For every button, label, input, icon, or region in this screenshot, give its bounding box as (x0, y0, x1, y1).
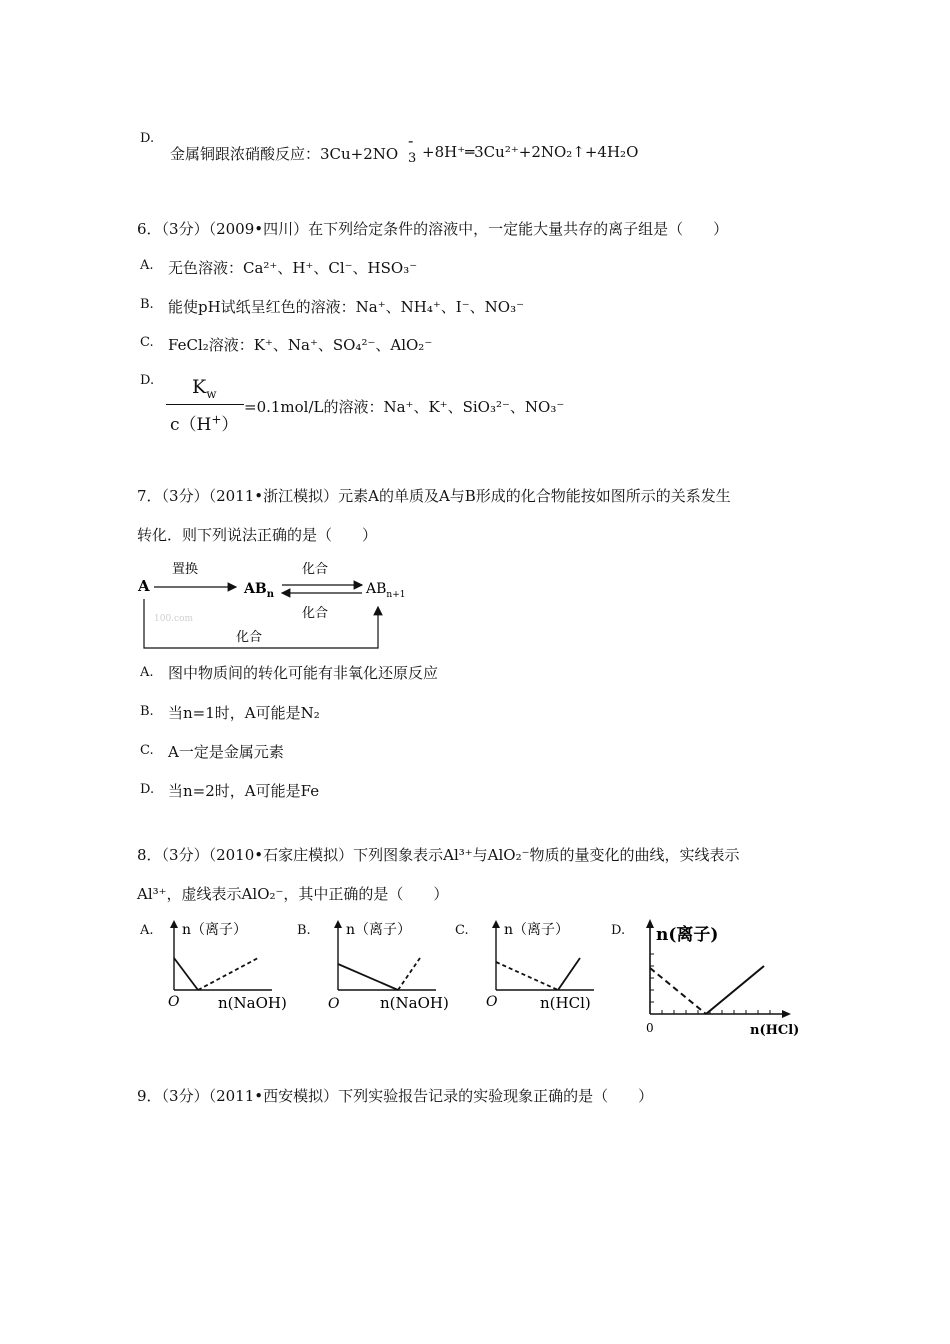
q8-graph-b-origin: O (328, 996, 340, 1012)
q6-fraction-bar (166, 404, 244, 405)
q8-graph-a-xlabel: n(NaOH) (218, 994, 287, 1012)
q5-option-d-rest: +8H⁺═3Cu²⁺+2NO₂↑+4H₂O (422, 143, 639, 161)
q8-graph-d-x-arrow (782, 1010, 791, 1018)
q7-node-abn1: $AB_{n+1}$ (366, 581, 406, 600)
q7-edge-combine-loop-label: 化合 (236, 630, 263, 645)
q8-graph-c-origin: O (486, 994, 498, 1010)
q7-edge-combine-bottom-label: 化合 (302, 606, 329, 621)
q6-option-a-text: 无色溶液：Ca²⁺、H⁺、Cl⁻、HSO₃⁻ (168, 259, 418, 277)
q7-option-b-text: 当n=1时，A可能是N₂ (168, 704, 320, 722)
q8-graph-a-dashed-line (198, 958, 258, 990)
q7-watermark: 100.com (154, 614, 194, 624)
q6-option-c-text: FeCl₂溶液：K⁺、Na⁺、SO₄²⁻、AlO₂⁻ (168, 336, 433, 354)
q8-graph-d-solid-line (706, 966, 764, 1014)
q8-graph-d-origin: 0 (646, 1021, 654, 1035)
q8-graph-b-y-arrow (334, 920, 342, 928)
q8-graph-b-ylabel: n（离子） (346, 922, 412, 938)
q7-conversion-diagram (130, 555, 406, 655)
q8-graph-a (160, 918, 300, 1016)
q7-edge-combine-top-label: 化合 (302, 562, 329, 577)
q8-graph-d-label: D. (611, 923, 626, 938)
q7-stem-line2: 转化．则下列说法正确的是（ ） (137, 526, 378, 544)
q8-graph-d (640, 916, 815, 1036)
q8-graph-a-origin: O (168, 994, 180, 1010)
q6-option-d-label: D. (140, 373, 155, 388)
q8-graph-c-xlabel: n(HCl) (540, 994, 591, 1012)
q8-graph-a-solid-line (174, 958, 198, 990)
q6-den-close: ） (221, 415, 239, 435)
q7-option-d-text: 当n=2时，A可能是Fe (168, 782, 320, 800)
q8-graph-c-solid-line (558, 958, 580, 990)
q8-graph-b (324, 918, 464, 1016)
q9-stem: 9．（3分）（2011•西安模拟）下列实验报告记录的实验现象正确的是（ ） (137, 1087, 654, 1105)
q8-graph-a-label: A. (140, 923, 154, 938)
q6-kw-k: K (192, 376, 207, 398)
q6-option-c-label: C. (140, 335, 154, 350)
q7-option-c-label: C. (140, 743, 154, 758)
q8-stem-line2: Al³⁺，虚线表示AlO₂⁻，其中正确的是（ ） (137, 885, 449, 903)
q7-option-b-label: B. (140, 704, 154, 719)
q7-node-a: A (138, 577, 150, 595)
q6-stem: 6．（3分）（2009•四川）在下列给定条件的溶液中，一定能大量共存的离子组是（ ） (137, 220, 729, 238)
q6-option-b-label: B. (140, 297, 154, 312)
q6-den-c: c（H (170, 415, 212, 435)
q8-graph-b-solid-line (338, 964, 398, 990)
q6-den-plus: + (211, 412, 222, 427)
q8-graph-b-xlabel: n(NaOH) (380, 994, 449, 1012)
q8-graph-d-dashed-line (650, 968, 706, 1014)
q8-graph-c-label: C. (455, 923, 469, 938)
q7-stem-line1: 7．（3分）（2011•浙江模拟）元素A的单质及A与B形成的化合物能按如图所示的关系发生 (137, 487, 731, 505)
q7-option-c-text: A一定是金属元素 (168, 743, 284, 761)
q8-graph-c-dashed-line (496, 962, 558, 990)
q5-nitrate-minus: - (408, 131, 414, 150)
q8-graph-c-ylabel: n（离子） (504, 922, 570, 938)
q6-option-a-label: A. (140, 258, 154, 273)
q7-option-a-text: 图中物质间的转化可能有非氧化还原反应 (168, 664, 439, 682)
q5-option-d-text: 金属铜跟浓硝酸反应：3Cu+2NO (170, 145, 399, 163)
q7-node-abn: $AB_n$ (244, 581, 274, 600)
q8-graph-c (482, 918, 622, 1016)
q8-graph-c-y-arrow (492, 920, 500, 928)
q7-option-a-label: A. (140, 665, 154, 680)
q6-fraction-numerator (192, 376, 217, 401)
q5-option-d-label: D. (140, 131, 155, 146)
q8-stem-line1: 8．（3分）（2010•石家庄模拟）下列图象表示Al³⁺与AlO₂⁻物质的量变化的曲线，实线表示 (137, 846, 740, 864)
q8-graph-d-xlabel: n(HCl) (750, 1023, 800, 1038)
q5-nitrate-subscript: 3 (408, 151, 417, 166)
q6-fraction-denominator (170, 410, 238, 435)
q7-option-d-label: D. (140, 782, 155, 797)
q6-option-b-text: 能使pH试纸呈红色的溶液：Na⁺、NH₄⁺、I⁻、NO₃⁻ (168, 298, 525, 316)
q8-graph-a-ylabel: n（离子） (182, 922, 248, 938)
q8-graph-b-dashed-line (398, 958, 420, 990)
q8-graph-b-label: B. (297, 923, 311, 938)
q6-option-d-text: =0.1mol/L的溶液：Na⁺、K⁺、SiO₃²⁻、NO₃⁻ (244, 398, 565, 416)
q6-kw-w: w (206, 386, 217, 401)
q8-graph-d-ylabel: n(离子) (656, 925, 719, 945)
q8-graph-d-y-arrow (646, 919, 654, 928)
q7-edge-replace-label: 置换 (172, 562, 199, 577)
q8-graph-a-y-arrow (170, 920, 178, 928)
